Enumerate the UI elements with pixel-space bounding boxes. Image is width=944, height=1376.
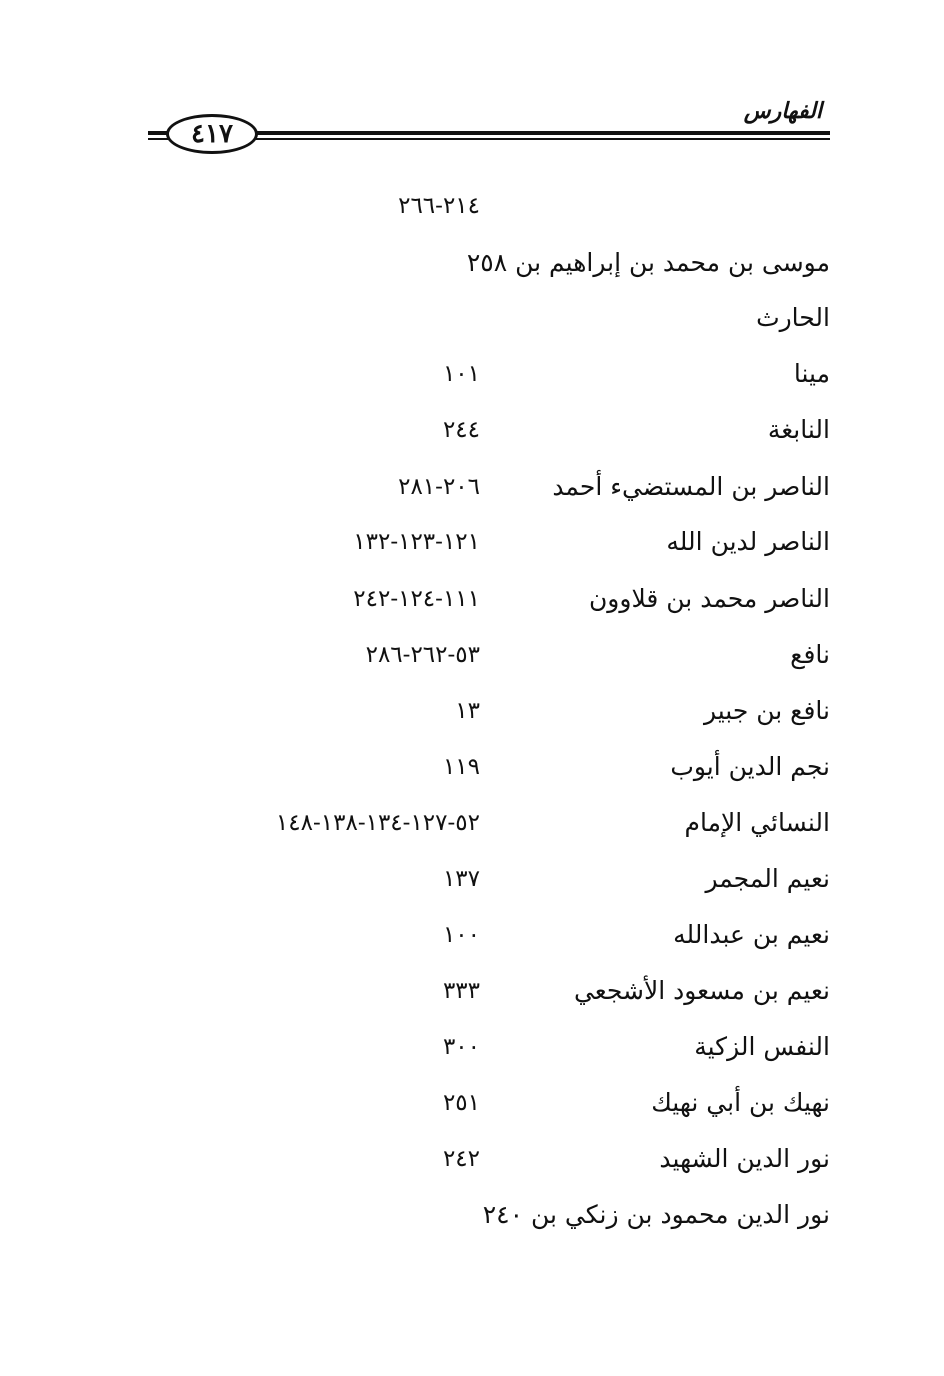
index-entry (0, 803, 944, 843)
index-entry (0, 747, 944, 787)
index-entry (0, 467, 944, 507)
entry-name: نجم الدين أيوب (670, 752, 830, 781)
index-entry (0, 243, 944, 283)
entry-name: الناصر لدين الله (666, 527, 830, 556)
running-title: الفهارس (743, 98, 822, 124)
entry-pages: ٣٣٣ (442, 978, 480, 1004)
index-entry (0, 1027, 944, 1067)
entry-name: نعيم المجمر (705, 864, 830, 893)
index-entry (0, 410, 944, 450)
entry-name: الناصر محمد بن قلاوون (588, 584, 830, 613)
index-entry (0, 691, 944, 731)
entry-name: نعيم بن عبدالله (673, 920, 830, 949)
entry-name: الحارث (756, 303, 830, 332)
entry-pages: ١٠٠ (442, 922, 480, 948)
entry-pages: ٣٠٠ (442, 1034, 480, 1060)
entry-pages: ١٣ (455, 698, 480, 724)
entry-name: نور الدين الشهيد (659, 1144, 830, 1173)
entry-name: مينا (793, 359, 830, 388)
entry-pages: ٢٤٤ (442, 417, 480, 443)
entry-name: نافع بن جبير (703, 696, 830, 725)
entry-pages: ٢٤٢ (442, 1146, 480, 1172)
index-entry (0, 522, 944, 562)
index-entry (0, 186, 944, 226)
entry-pages: ٥٣-٢٦٢-٢٨٦ (365, 642, 480, 668)
entry-pages: ١٢١-١٢٣-١٣٢ (353, 529, 480, 555)
entry-pages: ١١١-١٢٤-٢٤٢ (353, 586, 480, 612)
index-entry (0, 354, 944, 394)
entry-pages: ١١٩ (442, 754, 480, 780)
entry-pages: ٢١٤-٢٦٦ (398, 193, 480, 219)
entry-name: النسائي الإمام (684, 808, 830, 837)
entry-name: نور الدين محمود بن زنكي بن ٢٤٠ (482, 1200, 830, 1229)
entry-name: النابغة (767, 415, 830, 444)
index-entry (0, 1083, 944, 1123)
entry-pages: ٢٥١ (442, 1090, 480, 1116)
index-entry (0, 971, 944, 1011)
entry-pages: ١٣٧ (442, 866, 480, 892)
index-entry (0, 859, 944, 899)
entry-name: نهيك بن أبي نهيك (651, 1088, 830, 1117)
index-entry (0, 1195, 944, 1235)
index-entry (0, 635, 944, 675)
page-number: ٤١٧ (191, 119, 233, 149)
entry-name: نعيم بن مسعود الأشجعي (573, 976, 830, 1005)
entry-name: النفس الزكية (694, 1032, 830, 1061)
entry-pages: ٥٢-١٢٧-١٣٤-١٣٨-١٤٨ (275, 810, 480, 836)
entry-name: الناصر بن المستضيء أحمد (552, 472, 830, 501)
index-entry (0, 1139, 944, 1179)
index-entry (0, 915, 944, 955)
entry-pages: ١٠١ (442, 361, 480, 387)
index-entry (0, 579, 944, 619)
index-entry (0, 298, 944, 338)
entry-name: نافع (790, 640, 830, 669)
entry-name: موسى بن محمد بن إبراهيم بن ٢٥٨ (466, 248, 830, 277)
entry-pages: ٢٠٦-٢٨١ (398, 474, 480, 500)
